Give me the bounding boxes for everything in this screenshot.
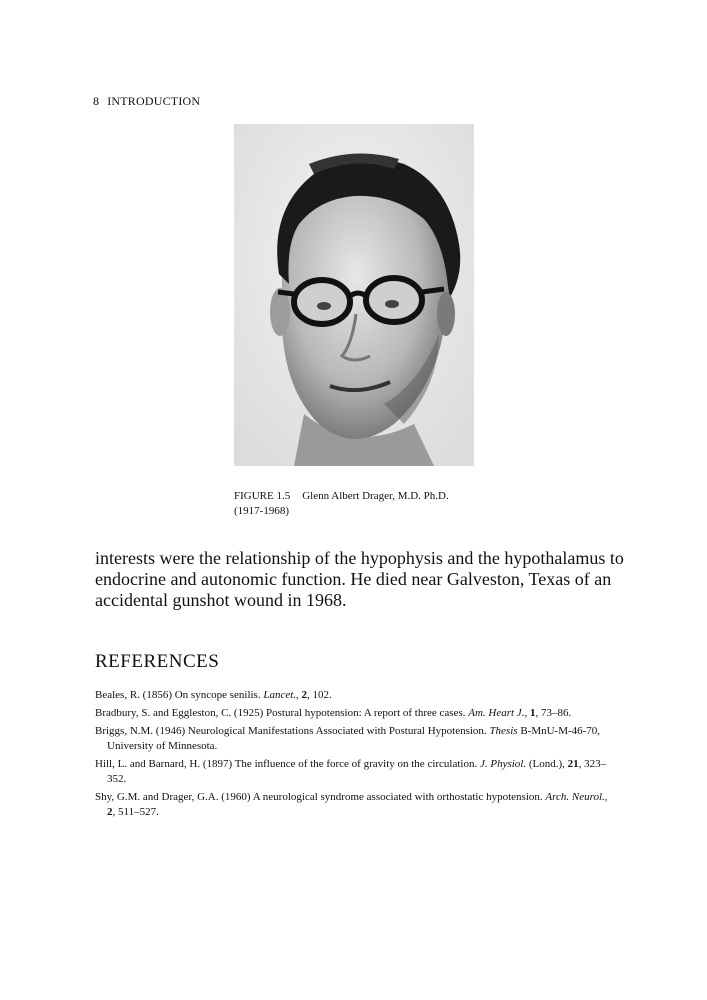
references-heading: REFERENCES xyxy=(95,651,220,672)
reference-item: Beales, R. (1856) On syncope senilis. Lancet., 2, 102. xyxy=(95,689,332,701)
reference-item: Hill, L. and Barnard, H. (1897) The influence of the force of gravity on the circulation. J. Physiol. (Lond.), 21, 323–352. xyxy=(95,758,607,785)
reference-item: Briggs, N.M. (1946) Neurological Manifestations Associated with Postural Hypotension. Thesis B-MnU-M-46-70, University of Minnesota. xyxy=(95,725,601,752)
reference-list xyxy=(95,688,615,823)
figure-label: FIGURE 1.5 xyxy=(234,490,291,502)
reference-item: Shy, G.M. and Drager, G.A. (1960) A neurological syndrome associated with orthostatic hypotension. Arch. Neurol., 2, 511–527. xyxy=(95,791,608,818)
portrait-photo xyxy=(234,124,474,466)
section-title: INTRODUCTION xyxy=(107,94,201,108)
caption-dates: (1917-1968) xyxy=(234,505,289,517)
figure-caption xyxy=(234,489,449,519)
body-paragraph: interests were the relationship of the hypophysis and the hypothalamus to endocrine and autonomic function. He died near Galveston, Texas of an accidental gunshot wound in 1968. xyxy=(95,548,624,610)
reference-item: Bradbury, S. and Eggleston, C. (1925) Postural hypotension: A report of three cases. Am. Heart J., 1, 73–86. xyxy=(95,707,572,719)
page-number: 8 xyxy=(93,94,100,108)
running-header xyxy=(93,94,200,109)
caption-name: Glenn Albert Drager, M.D. Ph.D. xyxy=(302,490,449,502)
